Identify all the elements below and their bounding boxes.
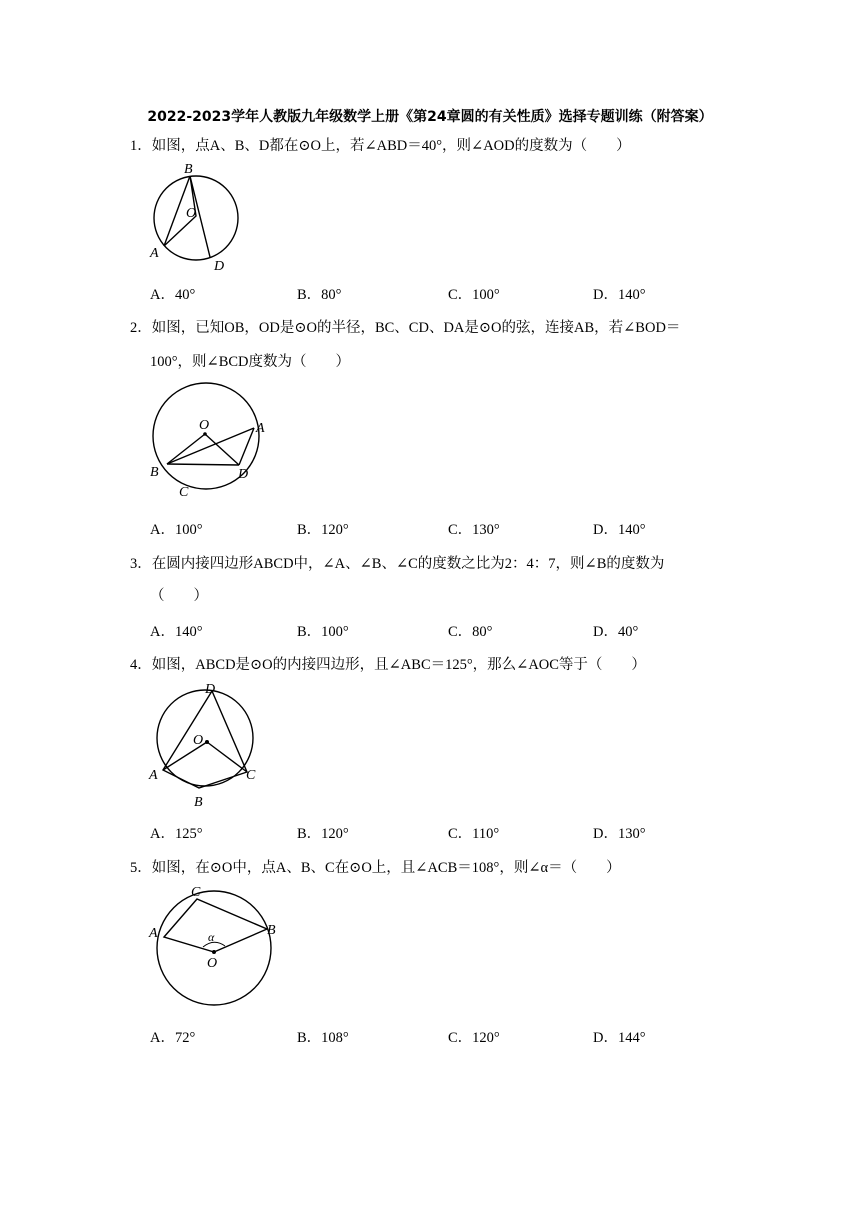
question-3-option-b: B．100° bbox=[297, 624, 349, 640]
figure-label: C bbox=[179, 485, 189, 500]
question-1-option-a: A．40° bbox=[150, 287, 196, 303]
figure-label: O bbox=[186, 206, 197, 221]
question-1-figure bbox=[140, 158, 250, 278]
figure-label: D bbox=[214, 259, 225, 274]
figure-label: B bbox=[184, 162, 193, 177]
figure-label: B bbox=[150, 465, 159, 480]
figure-label: C bbox=[246, 768, 256, 783]
question-2-text-line-2: 100°，则∠BCD度数为（ ） bbox=[150, 354, 351, 370]
figure-label: D bbox=[205, 682, 216, 697]
question-2-figure bbox=[142, 380, 282, 505]
figure-label: D bbox=[238, 467, 249, 482]
figure-label: α bbox=[208, 930, 215, 944]
question-5-option-b: B．108° bbox=[297, 1030, 349, 1046]
question-5-text: 5．如图，在⊙O中，点A、B、C在⊙O上，且∠ACB＝108°，则∠α＝（ ） bbox=[130, 860, 621, 876]
question-3-option-c: C．80° bbox=[448, 624, 493, 640]
figure-label: A bbox=[149, 768, 158, 783]
figure-label: O bbox=[193, 733, 204, 748]
question-1-text: 1．如图，点A、B、D都在⊙O上，若∠ABD＝40°，则∠AOD的度数为（ ） bbox=[130, 138, 631, 154]
question-4-option-a: A．125° bbox=[150, 826, 203, 842]
question-2-text-line-1: 2．如图，已知OB，OD是⊙O的半径，BC、CD、DA是⊙O的弦，连接AB，若∠BOD＝ bbox=[130, 320, 681, 336]
question-4-option-b: B．120° bbox=[297, 826, 349, 842]
question-3-text-line-2: （ ） bbox=[150, 588, 208, 604]
question-2-option-a: A．100° bbox=[150, 522, 203, 538]
figure-label: A bbox=[149, 926, 158, 941]
figure-label: B bbox=[194, 795, 203, 810]
figure-label: O bbox=[199, 418, 210, 433]
page-title: 2022-2023学年人教版九年级数学上册《第24章圆的有关性质》选择专题训练（附答案） bbox=[147, 109, 713, 125]
figure-label: C bbox=[191, 885, 201, 900]
question-1-option-d: D．140° bbox=[593, 287, 646, 303]
question-5-option-d: D．144° bbox=[593, 1030, 646, 1046]
question-2-option-d: D．140° bbox=[593, 522, 646, 538]
question-4-option-d: D．130° bbox=[593, 826, 646, 842]
question-1-option-c: C．100° bbox=[448, 287, 500, 303]
figure-label: B bbox=[267, 923, 276, 938]
figure-label: A bbox=[150, 246, 159, 261]
question-2-option-c: C．130° bbox=[448, 522, 500, 538]
question-4-text: 4．如图，ABCD是⊙O的内接四边形，且∠ABC＝125°，那么∠AOC等于（ ） bbox=[130, 657, 646, 673]
figure-label: A bbox=[256, 421, 265, 436]
question-1-option-b: B．80° bbox=[297, 287, 342, 303]
question-2-option-b: B．120° bbox=[297, 522, 349, 538]
question-3-text-line-1: 3．在圆内接四边形ABCD中，∠A、∠B、∠C的度数之比为2：4：7，则∠B的度数为 bbox=[130, 556, 665, 572]
question-4-option-c: C．110° bbox=[448, 826, 500, 842]
question-4-figure bbox=[143, 678, 268, 813]
question-5-figure bbox=[143, 882, 283, 1012]
question-5-option-a: A．72° bbox=[150, 1030, 196, 1046]
question-3-option-d: D．40° bbox=[593, 624, 639, 640]
question-5-option-c: C．120° bbox=[448, 1030, 500, 1046]
figure-label: O bbox=[207, 956, 218, 971]
question-3-option-a: A．140° bbox=[150, 624, 203, 640]
